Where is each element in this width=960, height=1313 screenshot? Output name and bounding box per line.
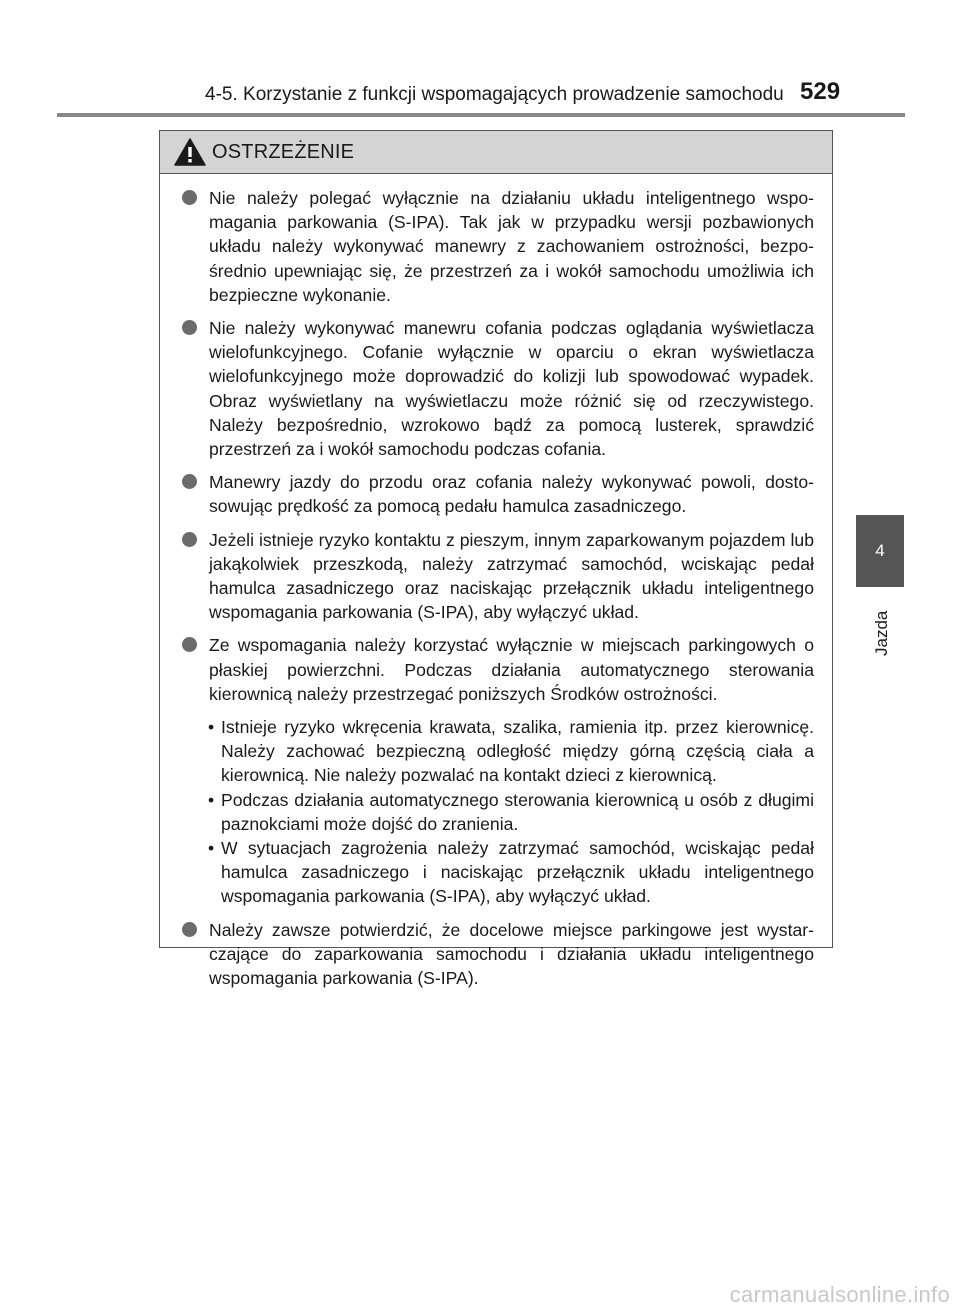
bullet-text: Należy zawsze potwierdzić, że docelowe miejsce parkingowe jest wystarczające do zaparkowania samochodu i działania układu inteligentnego wspomagania parkowania (S-IPA). xyxy=(209,919,814,989)
chapter-tab-number: 4 xyxy=(875,541,885,560)
warning-bullet xyxy=(182,528,814,625)
warning-bullet xyxy=(182,633,814,908)
bullet-text: Jeżeli istnieje ryzyko kontaktu z pieszym, innym zaparkowanym pojazdem lub jakąkolwiek przeszkodą, należy zatrzymać samochód, wciskając pedał hamulca zasadniczego oraz naciskając przełącznik układu inteligentnego wspomagania parkowania (S-IPA), aby wyłączyć układ. xyxy=(209,529,814,623)
warning-body xyxy=(160,174,832,990)
precaution-text: Podczas działania automatycznego sterowania kierownicą u osób z długimi paznokciami może dojść do zranienia. xyxy=(221,789,814,834)
precaution-item xyxy=(209,715,814,788)
warning-bullet xyxy=(182,470,814,518)
page-number: 529 xyxy=(800,78,841,105)
header-rule xyxy=(57,113,905,117)
bullet-icon xyxy=(182,637,197,652)
bullet-text: Nie należy wykonywać manewru cofania podczas oglądania wyświetlacza wielofunkcyjnego. Cofanie wyłącznie w oparciu o ekran wyświetlacza wielofunkcyjnego może doprowadzić do kolizji lub spowodować wypadek. Obraz wyświetlany na wyświetlaczu może różnić się od rzeczywistego. Należy bezpośrednio, wzrokowo bądź za pomocą lusterek, sprawdzić przestrzeń za i wokół samochodu podczas cofania. xyxy=(209,318,814,460)
bullet-icon xyxy=(182,320,197,335)
chapter-tab-label-text: Jazda xyxy=(872,610,891,656)
watermark: carmanualsonline.info xyxy=(729,1282,950,1307)
precaution-text: Istnieje ryzyko wkręcenia krawata, szalika, ramienia itp. przez kierownicę. Należy zachować bezpieczną odległość między górną częścią ciała a kierownicą. Nie należy pozwalać na kontakt dzieci z kierownicą. xyxy=(221,717,814,786)
precaution-item xyxy=(209,836,814,909)
warning-title: OSTRZEŻENIE xyxy=(212,140,355,163)
bullet-icon xyxy=(182,474,197,489)
warning-triangle-icon xyxy=(174,138,206,166)
warning-bullet xyxy=(182,918,814,991)
list-marker: • xyxy=(208,838,215,859)
list-marker: • xyxy=(208,717,215,738)
chapter-tab-label xyxy=(872,596,892,656)
bullet-icon xyxy=(182,532,197,547)
bullet-icon xyxy=(182,922,197,937)
precaution-list xyxy=(209,715,814,909)
warning-header xyxy=(160,131,832,174)
bullet-text: Ze wspomagania należy korzystać wyłącznie w miejscach parkingowych o płaskiej powierzchni. Podczas działania automatycznego sterowania kierownicą należy przestrzegać poniższych Środków ostrożności. xyxy=(209,635,814,704)
warning-bullet xyxy=(182,316,814,461)
precaution-item xyxy=(209,788,814,836)
precaution-text: W sytuacjach zagrożenia należy zatrzymać samochód, wciskając pedał hamulca zasadniczego i naciskając przełącznik układu inteligentnego wspomagania parkowania (S-IPA), aby wyłączyć układ. xyxy=(221,838,814,907)
bullet-text: Nie należy polegać wyłącznie na działaniu układu inteligentnego wspomagania parkowania (S-IPA). Tak jak w przypadku wersji pozbawionych układu należy wykonywać manewry z zachowaniem ostrożności, bezpośrednio upewniając się, że przestrzeń za i wokół samochodu umożliwia ich bezpieczne wykonanie. xyxy=(209,188,814,305)
warning-bullet xyxy=(182,186,814,307)
list-marker: • xyxy=(208,789,215,810)
warning-box xyxy=(159,130,833,989)
chapter-tab xyxy=(856,515,904,587)
bullet-icon xyxy=(182,190,197,205)
bullet-text: Manewry jazdy do przodu oraz cofania należy wykonywać powoli, dostosowując prędkość za pomocą pedału hamulca zasadniczego. xyxy=(209,472,814,517)
running-header-title: 4-5. Korzystanie z funkcji wspomagających prowadzenie samochodu xyxy=(205,84,784,105)
